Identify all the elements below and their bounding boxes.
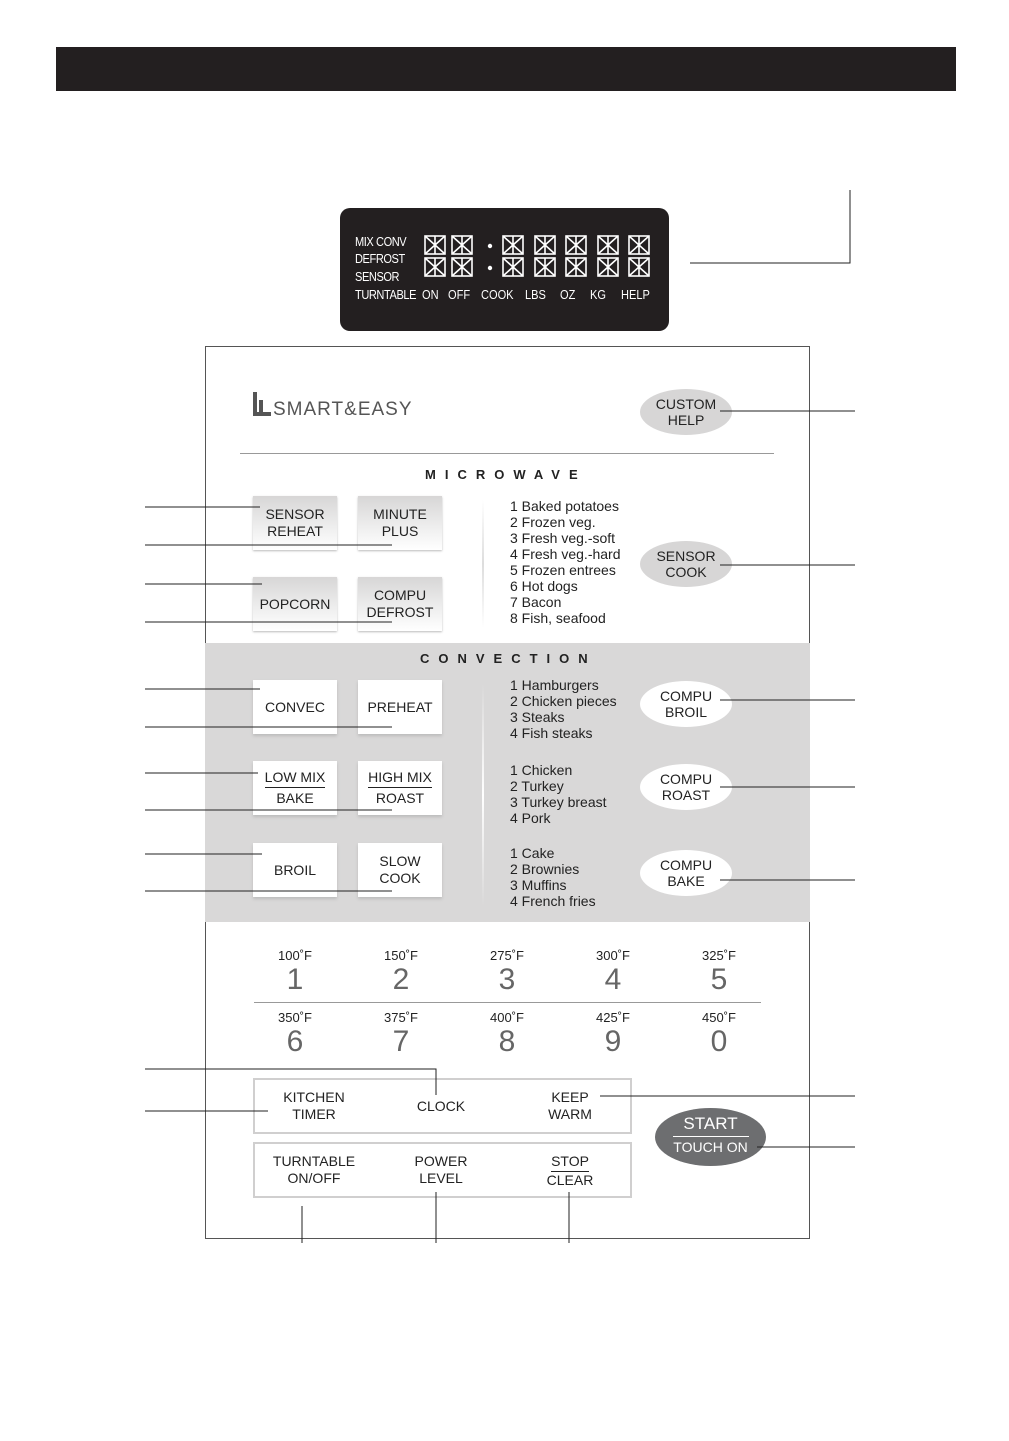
digit-label: 7 — [392, 1025, 410, 1058]
digit-label: 9 — [604, 1025, 622, 1058]
indicator-turntable: TURNTABLE — [355, 287, 417, 302]
microwave-title: MICROWAVE — [425, 467, 587, 482]
list-item: 4 Fresh veg.-hard — [510, 546, 621, 562]
digit-label: 0 — [710, 1025, 728, 1058]
button-label: WARM — [548, 1106, 592, 1122]
list-item: 1 Chicken — [510, 762, 573, 778]
button-label: SENSOR — [265, 506, 325, 522]
list-item: 2 Chicken pieces — [510, 693, 617, 709]
list-item: 1 Hamburgers — [510, 677, 599, 693]
indicator-sensor: SENSOR — [355, 269, 400, 284]
temp-label: 325˚F — [702, 948, 736, 963]
button-label: CONVEC — [265, 698, 325, 715]
list-item: 2 Turkey — [510, 778, 564, 794]
label-help: HELP — [621, 287, 650, 302]
button-label: REHEAT — [267, 523, 323, 539]
list-item: 3 Fresh veg.-soft — [510, 530, 616, 546]
label-cook: COOK — [481, 287, 514, 302]
button-label: COMPU — [659, 688, 713, 704]
list-item: 7 Bacon — [510, 594, 562, 610]
list-item: 5 Frozen entrees — [510, 562, 616, 578]
temp-label: 150˚F — [384, 948, 418, 963]
list-item: 1 Cake — [510, 845, 555, 861]
label-off: OFF — [448, 287, 471, 302]
temp-label: 375˚F — [384, 1010, 418, 1025]
temp-label: 450˚F — [702, 1010, 736, 1025]
digit-label: 5 — [710, 963, 728, 996]
button-label: PREHEAT — [367, 698, 433, 715]
list-item: 8 Fish, seafood — [510, 610, 606, 626]
button-label: TURNTABLE — [272, 1153, 356, 1169]
list-item: 4 French fries — [510, 893, 596, 909]
button-label: COMPU — [659, 857, 713, 873]
button-label: BAKE — [667, 873, 705, 889]
brand-logo-text: SMART&EASY — [273, 399, 413, 420]
button-label: STOP — [551, 1153, 589, 1172]
button-label: COMPU — [373, 587, 427, 603]
label-oz: OZ — [560, 287, 576, 302]
button-label: BROIL — [664, 704, 707, 720]
list-item: 1 Baked potatoes — [510, 498, 619, 514]
button-label: KEEP — [551, 1089, 589, 1105]
temp-label: 300˚F — [596, 948, 630, 963]
digit-label: 1 — [286, 963, 304, 996]
button-label: SENSOR — [656, 548, 716, 564]
custom-help-label-2: HELP — [667, 412, 705, 428]
list-item: 3 Muffins — [510, 877, 567, 893]
digit-label: 4 — [604, 963, 622, 996]
button-label: BAKE — [276, 790, 314, 806]
label-kg: KG — [590, 287, 606, 302]
list-item: 6 Hot dogs — [510, 578, 578, 594]
button-label: COOK — [379, 870, 421, 886]
list-item: 2 Brownies — [510, 861, 580, 877]
digit-label: 6 — [286, 1025, 304, 1058]
list-item: 4 Fish steaks — [510, 725, 593, 741]
button-label: MINUTE — [373, 506, 427, 522]
button-label: PLUS — [381, 523, 419, 539]
button-label: LOW MIX — [265, 769, 326, 788]
label-on: ON — [422, 287, 439, 302]
temp-label: 275˚F — [490, 948, 524, 963]
button-label: POPCORN — [259, 595, 331, 612]
list-item: 2 Frozen veg. — [510, 514, 596, 530]
label-lbs: LBS — [525, 287, 546, 302]
button-label: POWER — [414, 1153, 468, 1169]
button-label: BROIL — [273, 861, 316, 878]
button-label: DEFROST — [366, 604, 434, 620]
list-item: 3 Steaks — [510, 709, 565, 725]
button-label: ON/OFF — [287, 1170, 341, 1186]
button-label: TIMER — [292, 1106, 336, 1122]
button-label: COMPU — [659, 771, 713, 787]
temp-label: 400˚F — [490, 1010, 524, 1025]
temp-label: 100˚F — [278, 948, 312, 963]
button-label: SLOW — [379, 853, 421, 869]
button-label: CLOCK — [416, 1098, 466, 1114]
custom-help-label-1: CUSTOM — [655, 396, 717, 412]
temp-label: 425˚F — [596, 1010, 630, 1025]
digit-label: 2 — [392, 963, 410, 996]
button-label: HIGH MIX — [368, 769, 432, 788]
button-label: ROAST — [375, 790, 425, 806]
list-item: 4 Pork — [510, 810, 551, 826]
indicator-defrost: DEFROST — [355, 251, 405, 266]
button-label: KITCHEN — [283, 1089, 345, 1105]
digit-label: 3 — [498, 963, 516, 996]
button-label: ROAST — [661, 787, 711, 803]
touch-on-label: TOUCH ON — [673, 1139, 748, 1155]
temp-label: 350˚F — [278, 1010, 312, 1025]
start-label: START — [683, 1114, 738, 1133]
list-item: 3 Turkey breast — [510, 794, 607, 810]
convection-title: CONVECTION — [420, 651, 597, 666]
digit-label: 8 — [498, 1025, 516, 1058]
button-label: CLEAR — [546, 1172, 594, 1188]
button-label: COOK — [665, 564, 707, 580]
indicator-mix-conv: MIX CONV — [355, 234, 407, 249]
button-label: LEVEL — [419, 1170, 463, 1186]
